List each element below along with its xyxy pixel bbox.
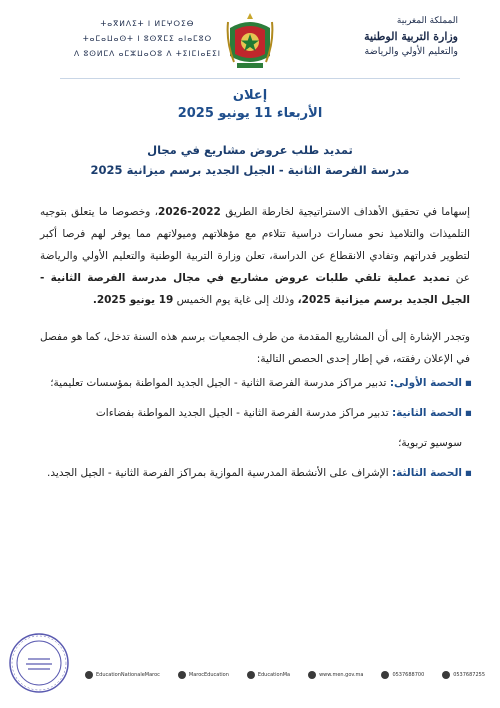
roadmap-years: 2022-2026 <box>158 206 221 218</box>
lots-list <box>40 372 472 484</box>
ministry-label: وزارة التربية الوطنية <box>364 30 458 43</box>
list-item <box>40 402 472 424</box>
phone-icon <box>381 671 389 679</box>
bullet-icon: ▪ <box>464 377 472 389</box>
tifinagh-line-3: ⴷ ⵓⵙⵍⵎⴷ ⴰⵎⵣⵡⴰⵔⵓ ⴷ ⵜⵉⵏⵎⵏⴰⴹⵉⵏ <box>73 49 221 58</box>
list-item <box>40 462 472 484</box>
official-stamp-icon <box>8 632 70 694</box>
lot-text-continuation: سوسيو تربوية؛ <box>398 437 462 449</box>
facebook-icon <box>85 671 93 679</box>
intro-text-a: إسهاما في تحقيق الأهداف الاستراتيجية لخارطة الطريق <box>220 206 471 218</box>
announcement-heading: إعلان <box>232 88 268 103</box>
tifinagh-line-1: ⵜⴰⴳⵍⴷⵉⵜ ⵏ ⵍⵎⵖⵔⵉⴱ <box>100 19 195 28</box>
bullet-icon: ▪ <box>464 407 472 419</box>
footer-item[interactable] <box>178 671 229 679</box>
lot-label: الحصة الثانية: <box>391 407 462 419</box>
ministry-name-arabic <box>288 14 458 59</box>
bullet-icon: ▪ <box>464 467 472 479</box>
globe-icon <box>308 671 316 679</box>
ministry-sublabel: والتعليم الأولي والرياضة <box>364 46 458 57</box>
fax-icon <box>442 671 450 679</box>
lot-label: الحصة الثالثة: <box>391 467 462 479</box>
announcement-date: الأربعاء 11 يونيو 2025 <box>177 106 323 121</box>
footer-phone: 0537688700 <box>392 672 425 678</box>
footer-item <box>442 671 485 679</box>
twitter-icon <box>247 671 255 679</box>
lot-label: الحصة الأولى: <box>389 377 462 389</box>
footer-youtube: MarocEducation <box>188 672 229 678</box>
footer-facebook: EducationNationaleMaroc <box>96 672 160 678</box>
tifinagh-line-2: ⵜⴰⵎⴰⵡⴰⵙⵜ ⵏ ⵓⵙⴳⵎⵉ ⴰⵏⴰⵎⵓⵔ <box>82 34 213 43</box>
footer-item <box>381 671 424 679</box>
subject-line-2: مدرسة الفرصة الثانية - الجيل الجديد برسم ميزانية 2025 <box>90 163 410 177</box>
footer-website: www.men.gov.ma <box>319 672 364 678</box>
list-item <box>40 372 472 394</box>
intro-text-b: ، وخصوصا ما يتعلق بتوجيه التلميذات والتلاميذ نحو مسارات دراسية تتلاءم مع مؤهلاتهم وميولاتهم مما يوفر لهم فرصا أكبر لتطوير قدراتهم وتفادي الانقطاع عن الدراسة، تعلن وزارة التربية الوطنية والتعليم الأولي والرياضة عن <box>40 206 470 284</box>
footer-item[interactable] <box>308 671 363 679</box>
kingdom-label: المملكة المغربية <box>396 16 458 26</box>
ministry-name-tifinagh <box>70 16 225 61</box>
moroccan-coat-of-arms-icon <box>225 10 275 70</box>
intro-text-c: وذلك إلى غاية يوم الخميس <box>173 294 298 306</box>
paragraph-intro <box>40 201 470 311</box>
footer-contacts <box>85 668 485 682</box>
footer-item[interactable] <box>247 671 290 679</box>
youtube-icon <box>178 671 186 679</box>
footer-fax: 0537687255 <box>453 672 485 678</box>
paragraph-lots-intro: وتجدر الإشارة إلى أن المشاريع المقدمة من طرف الجمعيات برسم هذه السنة تدخل، كما هو مفصل في الإعلان رفقته، في إطار إحدى الحصص التالية: <box>40 331 470 365</box>
extension-statement: تمديد عملية تلقي طلبات عروض مشاريع في مجال مدرسة الفرصة الثانية - الجيل الجديد برسم ميزانية 2025، <box>40 272 470 306</box>
lot-text: الإشراف على الأنشطة المدرسية الموازية بمراكز الفرصة الثانية - الجيل الجديد. <box>47 467 392 479</box>
lot-text: تدبير مراكز مدرسة الفرصة الثانية - الجيل الجديد المواطنة بمؤسسات تعليمية؛ <box>50 377 390 389</box>
lot-text: تدبير مراكز مدرسة الفرصة الثانية - الجيل الجديد المواطنة بفضاءات <box>95 407 392 419</box>
deadline-date: 19 يونيو 2025. <box>92 294 174 306</box>
footer-item[interactable] <box>85 671 160 679</box>
subject-line-1: تمديد طلب عروض مشاريع في مجال <box>147 143 353 157</box>
footer-twitter: EducationMa <box>257 672 291 678</box>
header-divider <box>60 78 460 79</box>
